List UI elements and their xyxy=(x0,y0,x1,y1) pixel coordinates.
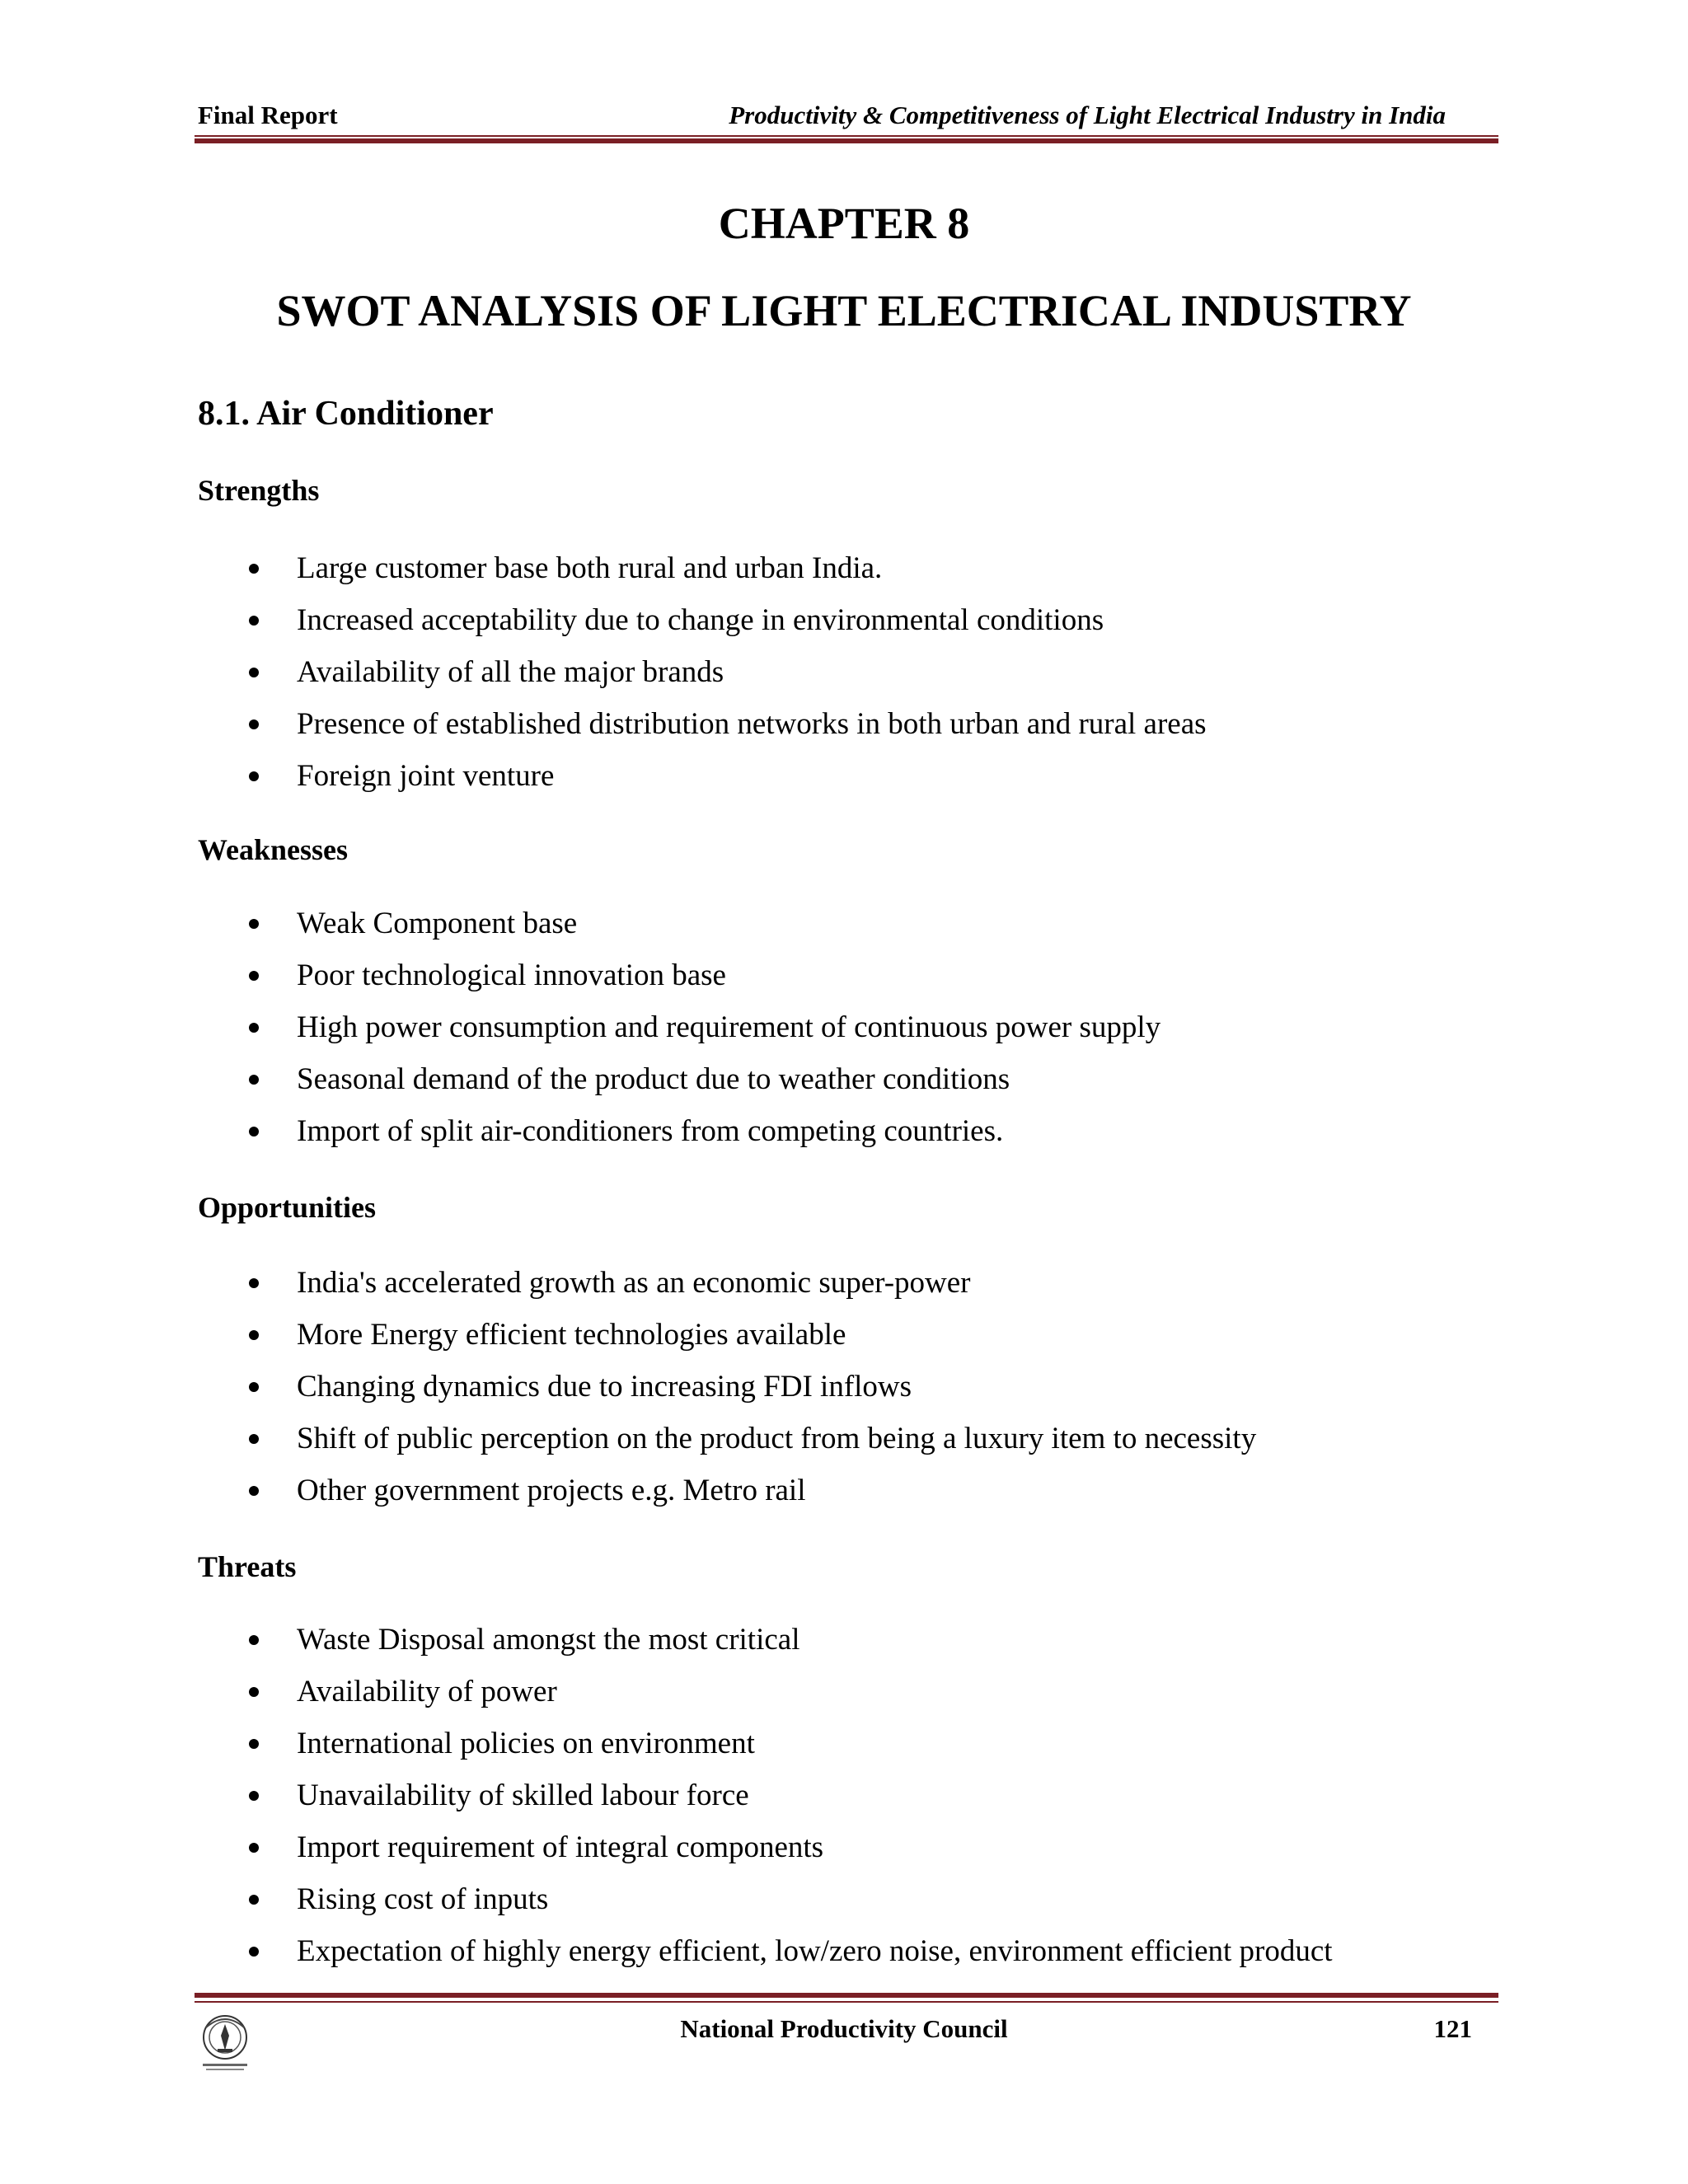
threats-list xyxy=(198,1614,1500,1977)
list-item-text: Presence of established distribution networks in both urban and rural areas xyxy=(297,707,1207,741)
bullet-icon xyxy=(249,1687,259,1697)
list-item xyxy=(198,1873,1500,1925)
list-item-text: Expectation of highly energy efficient, low/zero noise, environment efficient product xyxy=(297,1934,1333,1968)
list-item xyxy=(198,1257,1500,1309)
bullet-icon xyxy=(249,1486,259,1496)
list-item xyxy=(198,1001,1500,1053)
strengths-heading: Strengths xyxy=(198,474,320,507)
bullet-icon xyxy=(249,1791,259,1801)
section-title: 8.1. Air Conditioner xyxy=(198,395,494,433)
list-item-text: Availability of power xyxy=(297,1675,557,1708)
bullet-icon xyxy=(249,1023,259,1033)
bullet-icon xyxy=(249,1739,259,1749)
bullet-icon xyxy=(249,1947,259,1957)
chapter-title: SWOT ANALYSIS OF LIGHT ELECTRICAL INDUSTRY xyxy=(276,286,1412,335)
list-item xyxy=(198,1769,1500,1821)
list-item-text: India's accelerated growth as an economic super-power xyxy=(297,1266,971,1300)
bullet-icon xyxy=(249,564,259,574)
bullet-icon xyxy=(249,1075,259,1085)
bullet-icon xyxy=(249,771,259,781)
bullet-icon xyxy=(249,1895,259,1905)
list-item-text: Other government projects e.g. Metro rail xyxy=(297,1474,806,1507)
bullet-icon xyxy=(249,668,259,677)
list-item-text: Availability of all the major brands xyxy=(297,655,724,689)
list-item xyxy=(198,1361,1500,1413)
list-item-text: Import requirement of integral components xyxy=(297,1830,824,1864)
opportunities-heading: Opportunities xyxy=(198,1191,377,1224)
list-item xyxy=(198,1821,1500,1873)
footer-rule-thin xyxy=(195,2001,1498,2003)
bullet-icon xyxy=(249,1434,259,1444)
list-item-text: Seasonal demand of the product due to weather conditions xyxy=(297,1062,1010,1096)
list-item-text: Weak Component base xyxy=(297,907,578,940)
list-item-text: Large customer base both rural and urban India. xyxy=(297,551,883,585)
bullet-icon xyxy=(249,616,259,626)
list-item xyxy=(198,898,1500,949)
bullet-icon xyxy=(249,971,259,981)
list-item xyxy=(198,949,1500,1001)
list-item xyxy=(198,542,1500,594)
page-header xyxy=(198,101,1470,134)
weaknesses-list xyxy=(198,898,1500,1157)
header-left-text: Final Report xyxy=(198,101,338,129)
weaknesses-heading: Weaknesses xyxy=(198,833,349,866)
list-item xyxy=(198,1718,1500,1769)
list-item xyxy=(198,698,1500,750)
bullet-icon xyxy=(249,1843,259,1853)
list-item-text: Rising cost of inputs xyxy=(297,1882,549,1916)
list-item xyxy=(198,1309,1500,1361)
header-right-text: Productivity & Competitiveness of Light Electrical Industry in India xyxy=(729,101,1446,129)
bullet-icon xyxy=(249,1635,259,1645)
footer-organization: National Productivity Council xyxy=(680,2014,1008,2043)
list-item-text: More Energy efficient technologies available xyxy=(297,1318,846,1352)
bullet-icon xyxy=(249,1330,259,1340)
list-item xyxy=(198,750,1500,802)
opportunities-list xyxy=(198,1257,1500,1516)
list-item xyxy=(198,1053,1500,1105)
list-item-text: Shift of public perception on the product from being a luxury item to necessity xyxy=(297,1422,1257,1455)
list-item xyxy=(198,1925,1500,1977)
list-item-text: Import of split air-conditioners from competing countries. xyxy=(297,1114,1004,1148)
list-item-text: Poor technological innovation base xyxy=(297,958,726,992)
bullet-icon xyxy=(249,1127,259,1137)
bullet-icon xyxy=(249,1382,259,1392)
list-item xyxy=(198,1666,1500,1718)
strengths-list xyxy=(198,542,1500,802)
bullet-icon xyxy=(249,719,259,729)
list-item xyxy=(198,1413,1500,1465)
list-item-text: High power consumption and requirement of continuous power supply xyxy=(297,1010,1161,1044)
list-item xyxy=(198,1465,1500,1516)
list-item-text: Waste Disposal amongst the most critical xyxy=(297,1623,800,1657)
chapter-number: CHAPTER 8 xyxy=(718,199,970,248)
page-number: 121 xyxy=(1433,2014,1472,2043)
bullet-icon xyxy=(249,1278,259,1288)
bullet-icon xyxy=(249,919,259,929)
threats-heading: Threats xyxy=(198,1550,297,1583)
list-item xyxy=(198,594,1500,646)
list-item-text: International policies on environment xyxy=(297,1727,755,1760)
header-rule-thick xyxy=(195,138,1498,143)
list-item xyxy=(198,1105,1500,1157)
list-item-text: Increased acceptability due to change in environmental conditions xyxy=(297,603,1104,637)
list-item-text: Unavailability of skilled labour force xyxy=(297,1779,749,1812)
list-item xyxy=(198,646,1500,698)
header-rule-thin xyxy=(195,135,1498,137)
list-item xyxy=(198,1614,1500,1666)
list-item-text: Changing dynamics due to increasing FDI inflows xyxy=(297,1370,912,1404)
footer-rule-thick xyxy=(195,1993,1498,1998)
list-item-text: Foreign joint venture xyxy=(297,759,555,793)
